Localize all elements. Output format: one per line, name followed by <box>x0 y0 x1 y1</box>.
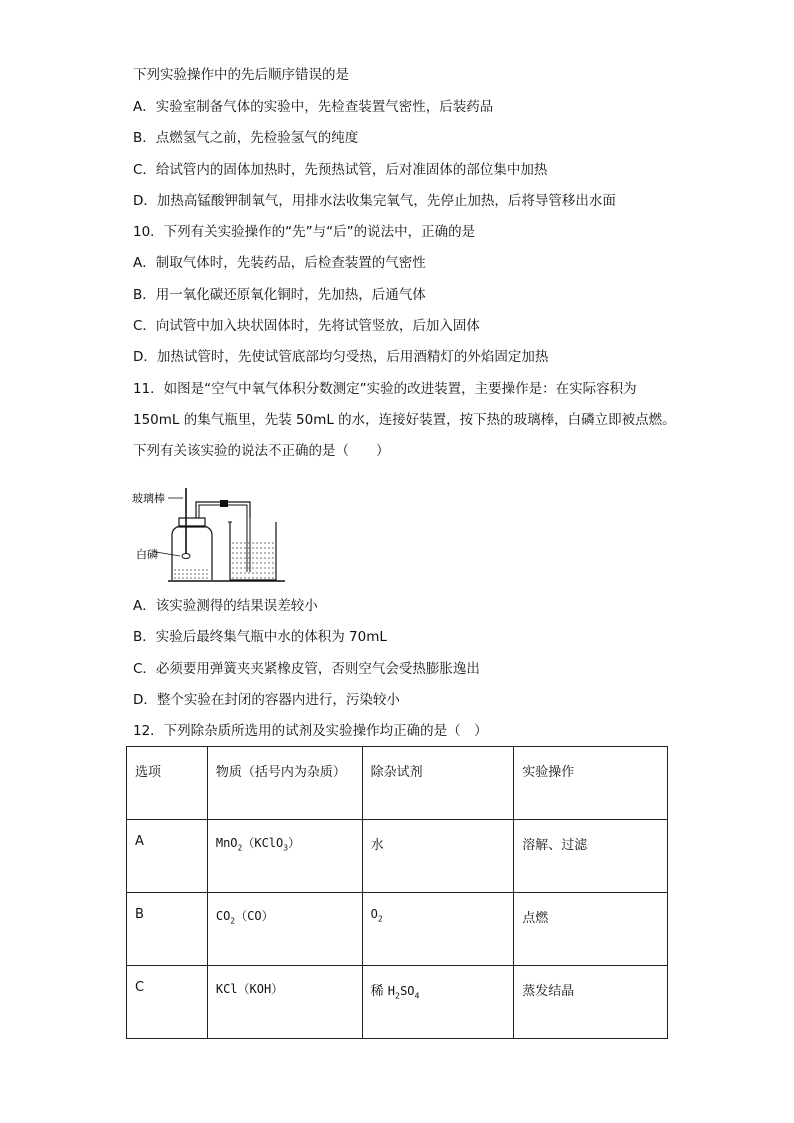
row-reagent: 水 <box>362 820 514 893</box>
table-header-row <box>127 747 668 820</box>
row-option: C <box>127 966 208 1039</box>
header-operation: 实验操作 <box>514 747 668 820</box>
q10-option-d: D．加热试管时，先使试管底部均匀受热，后用酒精灯的外焰固定加热 <box>133 349 549 365</box>
q9-option-c: C．给试管内的固体加热时，先预热试管，后对准固体的部位集中加热 <box>133 162 548 178</box>
q9-option-a: A．实验室制备气体的实验中，先检查装置气密性，后装药品 <box>133 99 494 115</box>
row-substance: MnO$_2$（KClO$_3$） <box>207 820 362 893</box>
row-operation: 点燃 <box>514 893 668 966</box>
table-row <box>127 966 668 1039</box>
q9-option-d: D．加热高锰酸钾制氧气，用排水法收集完氧气，先停止加热，后将导管移出水面 <box>133 193 616 209</box>
apparatus-diagram <box>130 480 290 590</box>
q11-stem-line-3: 下列有关该实验的说法不正确的是（ ） <box>133 443 390 459</box>
row-substance: $CO_2(CO)$ <box>207 893 362 966</box>
impurity-removal-table <box>126 746 668 1039</box>
row-substance: KCl（KOH） <box>207 966 362 1039</box>
label-white-phosphorus: 白磷 <box>136 548 158 561</box>
row-reagent: 稀 $H_2SO_4$ <box>362 966 514 1039</box>
row-option: A <box>127 820 208 893</box>
q9-option-b: B．点燃氢气之前，先检验氢气的纯度 <box>133 130 359 146</box>
q11-stem-line-1: 11．如图是“空气中氧气体积分数测定”实验的改进装置，主要操作是：在实际容积为 <box>133 381 637 397</box>
q11-option-d: D．整个实验在封闭的容器内进行，污染较小 <box>133 692 400 708</box>
q11-option-a: A．该实验测得的结果误差较小 <box>133 598 318 614</box>
q9-stem: 下列实验操作中的先后顺序错误的是 <box>133 67 349 83</box>
q11-option-c: C．必须要用弹簧夹夹紧橡皮管，否则空气会受热膨胀逸出 <box>133 661 480 677</box>
q11-option-b: B．实验后最终集气瓶中水的体积为 70mL <box>133 629 387 645</box>
table-row <box>127 893 668 966</box>
label-glass-rod: 玻璃棒 <box>132 492 165 505</box>
q10-option-b: B．用一氧化碳还原氧化铜时，先加热，后通气体 <box>133 287 426 303</box>
q12-stem: 12．下列除杂质所选用的试剂及实验操作均正确的是（ ） <box>133 723 488 739</box>
table-row <box>127 820 668 893</box>
row-operation: 溶解、过滤 <box>514 820 668 893</box>
header-option: 选项 <box>127 747 208 820</box>
row-operation: 蒸发结晶 <box>514 966 668 1039</box>
q10-stem: 10．下列有关实验操作的“先”与“后”的说法中，正确的是 <box>133 224 476 240</box>
header-substance: 物质（括号内为杂质） <box>207 747 362 820</box>
q10-option-a: A．制取气体时，先装药品，后检查装置的气密性 <box>133 255 426 271</box>
apparatus-figure <box>130 480 290 590</box>
row-reagent: $O_2$ <box>362 893 514 966</box>
row-option: B <box>127 893 208 966</box>
header-reagent: 除杂试剂 <box>362 747 514 820</box>
q10-option-c: C．向试管中加入块状固体时，先将试管竖放，后加入固体 <box>133 318 480 334</box>
q11-stem-line-2: 150mL 的集气瓶里，先装 50mL 的水，连接好装置，按下热的玻璃棒，白磷立即被点燃。 <box>133 412 676 428</box>
